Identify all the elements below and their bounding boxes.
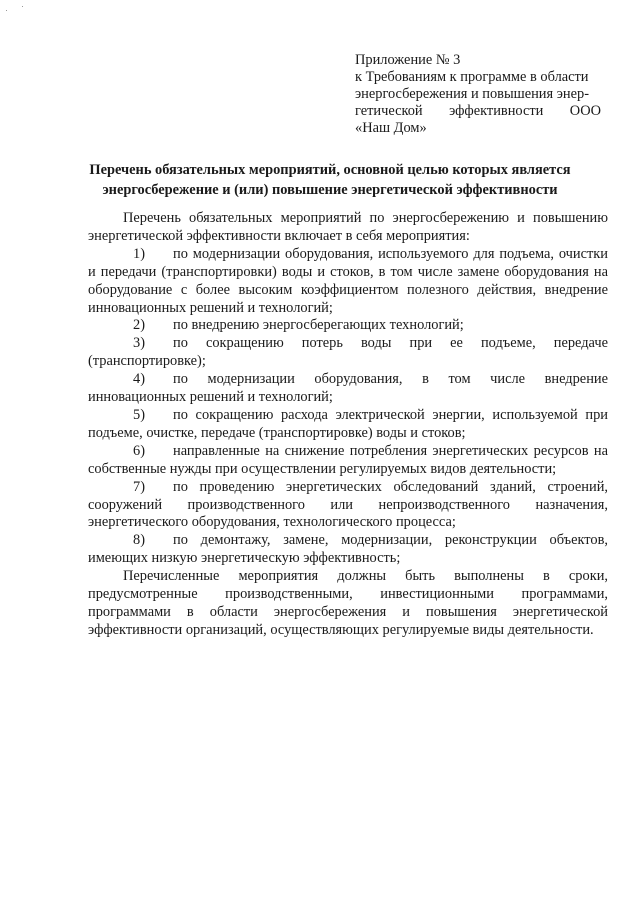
- list-item-text: по модернизации оборудования, в том числе внедрение инновационных решений и технологий;: [88, 371, 608, 406]
- list-item-text: по внедрению энергосберегающих технологий;: [173, 317, 464, 334]
- scan-artifact: [6, 4, 24, 14]
- list-item-text: по проведению энергетических обследований зданий, строений, сооружений производственного или непроизводственного назначения, энергетического оборудования, технологического процесса;: [88, 478, 608, 531]
- list-item-number: 1): [133, 245, 145, 262]
- title-line: энергосбережение и (или) повышение энергетической эффективности: [102, 182, 558, 198]
- list-item: [88, 407, 608, 443]
- list-item: [88, 335, 608, 371]
- list-item-number: 5): [133, 406, 145, 423]
- appendix-line: энергосбережения и повышения энер-: [355, 86, 589, 102]
- list-item-number: 7): [133, 478, 145, 495]
- appendix-company: «Наш Дом»: [355, 120, 427, 136]
- appendix-header: [355, 52, 601, 137]
- list-item-text: по сокращению потерь воды при ее подъеме, передаче (транспортировке);: [88, 335, 608, 370]
- appendix-number: Приложение № 3: [355, 52, 461, 68]
- list-item: [88, 317, 608, 335]
- list-item-text: по сокращению расхода электрической энергии, используемой при подъеме, очистке, передаче (транспортировке) воды и стоков;: [88, 406, 608, 441]
- closing-paragraph: Перечисленные мероприятия должны быть выполнены в сроки, предусмотренные производственными, инвестиционными программами, программами в области энергосбережения и повышения энергетической эффективности организаций, осуществляющих регулируемые виды деятельности.: [88, 568, 608, 638]
- list-item-number: 4): [133, 371, 145, 388]
- document-title: [60, 160, 600, 200]
- list-item-text: по модернизации оборудования, используемого для подъема, очистки и передачи (транспортировки) воды и стоков, в том числе замене оборудования на оборудование с более высоким коэффициентом полезного действия, внедрение инновационных решений и технологий;: [88, 245, 608, 316]
- list-item-number: 6): [133, 442, 145, 459]
- list-item-number: 8): [133, 532, 145, 549]
- list-item: [88, 443, 608, 479]
- list-item-text: направленные на снижение потребления энергетических ресурсов на собственные нужды при осуществлении регулируемых видов деятельности;: [88, 442, 608, 477]
- list-item: [88, 532, 608, 568]
- appendix-line: к Требованиям к программе в области: [355, 69, 589, 85]
- title-line: Перечень обязательных мероприятий, основной целью которых является: [89, 162, 571, 178]
- list-item-number: 2): [133, 317, 145, 334]
- list-item-number: 3): [133, 335, 145, 352]
- list-item: [88, 371, 608, 407]
- list-item: [88, 479, 608, 533]
- appendix-line: гетической эффективности ООО: [355, 103, 601, 119]
- list-item-text: по демонтажу, замене, модернизации, реконструкции объектов, имеющих низкую энергетическую эффективность;: [88, 532, 608, 567]
- list-item: [88, 246, 608, 318]
- intro-paragraph: Перечень обязательных мероприятий по энергосбережению и повышению энергетической эффективности включает в себя мероприятия:: [88, 210, 608, 244]
- document-body: [88, 210, 608, 640]
